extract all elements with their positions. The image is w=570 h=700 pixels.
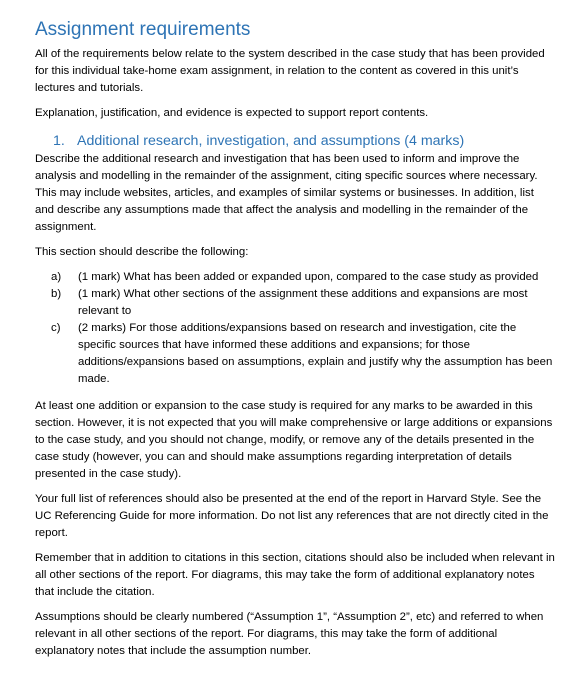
body-paragraph: Your full list of references should also be presented at the end of the report in Harvard Style. See the UC Referencing Guide for more information. Do not list any references that are not directly cited in the report. <box>35 493 549 539</box>
list-item <box>35 320 556 388</box>
list-marker: c) <box>51 322 61 334</box>
list-item-text: (2 marks) For those additions/expansions based on research and investigation, cite the specific sources that have informed these additions and expansions; for those additions/expansions based on assumptions, explain and justify why the assumption has been made. <box>78 322 553 385</box>
section-description: Describe the additional research and investigation that has been used to inform and improve the analysis and modelling in the remainder of the assignment, citing specific sources where necessary. This may include websites, articles, and examples of similar systems or businesses. In addition, list and describe any assumptions made that affect the analysis and modelling in the remainder of the assignment. <box>35 153 538 233</box>
section-number: 1. <box>53 133 65 149</box>
body-paragraph: At least one addition or expansion to the case study is required for any marks to be awarded in this section. However, it is not expected that you will make comprehensive or large additions or expansions to the case study, and you should not change, modify, or remove any of the details presented in the case study (however, you can and should make assumptions regarding interpretation of details presented in the case study). <box>35 400 553 480</box>
list-item-text: (1 mark) What has been added or expanded upon, compared to the case study as provided <box>78 271 539 283</box>
requirements-list <box>35 269 556 388</box>
list-marker: a) <box>51 271 62 283</box>
list-item-text: (1 mark) What other sections of the assignment these additions and expansions are most relevant to <box>78 288 528 317</box>
list-marker: b) <box>51 288 62 300</box>
section-lead-in: This section should describe the following: <box>35 246 249 258</box>
intro-paragraph: All of the requirements below relate to the system described in the case study that has been provided for this individual take-home exam assignment, in relation to the content as covered in this unit’s lectures and tutorials. <box>35 48 545 94</box>
body-paragraph: Assumptions should be clearly numbered (“Assumption 1”, “Assumption 2”, etc) and referred to when relevant in all other sections of the report. For diagrams, this may take the form of additional explanatory notes that include the assumption number. <box>35 611 544 657</box>
section-heading-text: Additional research, investigation, and assumptions (4 marks) <box>77 133 465 149</box>
section-heading <box>35 132 556 150</box>
page-title: Assignment requirements <box>35 19 251 40</box>
expectation-paragraph: Explanation, justification, and evidence is expected to support report contents. <box>35 107 429 119</box>
list-item <box>35 269 556 286</box>
body-paragraph: Remember that in addition to citations in this section, citations should also be included when relevant in all other sections of the report. For diagrams, this may take the form of additional explanatory notes that include the citation. <box>35 552 555 598</box>
list-item <box>35 286 556 320</box>
